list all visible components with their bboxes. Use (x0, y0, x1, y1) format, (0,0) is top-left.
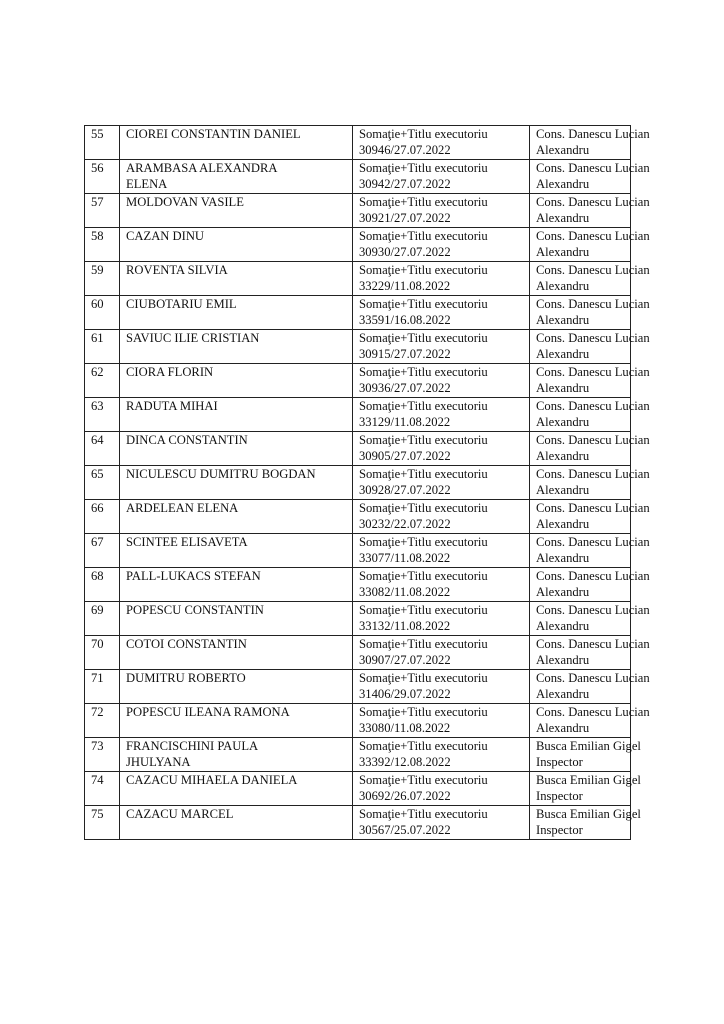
inspector-cell (530, 806, 641, 840)
document-cell-line: 30946/27.07.2022 (359, 142, 451, 157)
document-cell-line: 30921/27.07.2022 (359, 210, 451, 225)
document-cell-line: 30936/27.07.2022 (359, 380, 451, 395)
document-cell-line: Somaţie+Titlu executoriu (359, 739, 488, 753)
document-cell-line: Somaţie+Titlu executoriu (359, 263, 488, 277)
row-number-cell: 71 (85, 670, 120, 704)
document-cell (353, 398, 530, 432)
document-cell-line: Somaţie+Titlu executoriu (359, 467, 488, 481)
row-number-cell: 55 (85, 126, 120, 160)
row-number-cell: 75 (85, 806, 120, 840)
document-cell (353, 704, 530, 738)
document-cell-line: 33082/11.08.2022 (359, 584, 451, 599)
inspector-cell-line: Inspector (536, 788, 583, 803)
records-table (84, 125, 650, 840)
taxpayer-name-cell-line: SCINTEE ELISAVETA (126, 535, 248, 549)
inspector-cell (530, 364, 650, 398)
document-cell-line: Somaţie+Titlu executoriu (359, 127, 488, 141)
table-row (85, 500, 631, 534)
document-cell-line: Somaţie+Titlu executoriu (359, 705, 488, 719)
taxpayer-name-cell (120, 704, 353, 738)
inspector-cell (530, 738, 641, 772)
inspector-cell-line: Cons. Danescu Lucian (536, 161, 650, 175)
inspector-cell-line: Busca Emilian Gigel (536, 807, 641, 821)
taxpayer-name-cell-line: ARDELEAN ELENA (126, 501, 239, 515)
taxpayer-name-cell (120, 568, 353, 602)
inspector-cell-line: Cons. Danescu Lucian (536, 535, 650, 549)
row-number-cell: 56 (85, 160, 120, 194)
inspector-cell-line: Cons. Danescu Lucian (536, 433, 650, 447)
document-cell-line: Somaţie+Titlu executoriu (359, 807, 488, 821)
inspector-cell (530, 432, 650, 466)
taxpayer-name-cell (120, 160, 353, 194)
table-row (85, 126, 631, 160)
inspector-cell-line: Inspector (536, 822, 583, 837)
taxpayer-name-cell (120, 126, 353, 160)
document-cell (353, 296, 530, 330)
table-row (85, 228, 631, 262)
document-cell-line: Somaţie+Titlu executoriu (359, 161, 488, 175)
inspector-cell-line: Cons. Danescu Lucian (536, 569, 650, 583)
inspector-cell-line: Cons. Danescu Lucian (536, 331, 650, 345)
taxpayer-name-cell-line: ROVENTA SILVIA (126, 263, 228, 277)
inspector-cell-line: Cons. Danescu Lucian (536, 297, 650, 311)
document-cell-line: Somaţie+Titlu executoriu (359, 433, 488, 447)
inspector-cell-line: Alexandru (536, 584, 590, 599)
document-cell (353, 262, 530, 296)
document-cell-line: Somaţie+Titlu executoriu (359, 637, 488, 651)
document-cell-line: Somaţie+Titlu executoriu (359, 229, 488, 243)
document-cell (353, 670, 530, 704)
document-cell (353, 466, 530, 500)
row-number-cell: 73 (85, 738, 120, 772)
row-number-cell: 69 (85, 602, 120, 636)
taxpayer-name-cell-line: ELENA (126, 176, 168, 191)
document-cell (353, 194, 530, 228)
document-cell-line: 31406/29.07.2022 (359, 686, 451, 701)
inspector-cell-line: Cons. Danescu Lucian (536, 501, 650, 515)
row-number-cell: 65 (85, 466, 120, 500)
document-cell-line: 33591/16.08.2022 (359, 312, 451, 327)
table-row (85, 772, 631, 806)
inspector-cell-line: Alexandru (536, 278, 590, 293)
table-row (85, 262, 631, 296)
inspector-cell (530, 602, 650, 636)
row-number-cell: 63 (85, 398, 120, 432)
table-row (85, 534, 631, 568)
taxpayer-name-cell (120, 636, 353, 670)
row-number-cell: 57 (85, 194, 120, 228)
document-cell-line: 33129/11.08.2022 (359, 414, 451, 429)
table-row (85, 704, 631, 738)
row-number-cell: 67 (85, 534, 120, 568)
inspector-cell-line: Cons. Danescu Lucian (536, 705, 650, 719)
inspector-cell-line: Alexandru (536, 380, 590, 395)
table-row (85, 466, 631, 500)
table-row (85, 432, 631, 466)
taxpayer-name-cell (120, 772, 353, 806)
document-cell-line: Somaţie+Titlu executoriu (359, 671, 488, 685)
document-cell-line: Somaţie+Titlu executoriu (359, 331, 488, 345)
inspector-cell (530, 160, 650, 194)
inspector-cell (530, 330, 650, 364)
document-cell-line: 30930/27.07.2022 (359, 244, 451, 259)
inspector-cell-line: Cons. Danescu Lucian (536, 671, 650, 685)
document-cell-line: 30567/25.07.2022 (359, 822, 451, 837)
inspector-cell (530, 670, 650, 704)
taxpayer-name-cell-line: NICULESCU DUMITRU BOGDAN (126, 467, 316, 481)
table-row (85, 330, 631, 364)
taxpayer-name-cell-line: POPESCU ILEANA RAMONA (126, 705, 290, 719)
document-cell-line: 30942/27.07.2022 (359, 176, 451, 191)
document-cell-line: Somaţie+Titlu executoriu (359, 773, 488, 787)
document-cell-line: 30905/27.07.2022 (359, 448, 451, 463)
table-row (85, 568, 631, 602)
document-cell-line: 30692/26.07.2022 (359, 788, 451, 803)
taxpayer-name-cell-line: CAZAN DINU (126, 229, 205, 243)
document-cell (353, 432, 530, 466)
inspector-cell-line: Cons. Danescu Lucian (536, 467, 650, 481)
inspector-cell-line: Alexandru (536, 346, 590, 361)
taxpayer-name-cell-line: COTOI CONSTANTIN (126, 637, 247, 651)
inspector-cell-line: Cons. Danescu Lucian (536, 195, 650, 209)
inspector-cell (530, 772, 641, 806)
taxpayer-name-cell-line: DUMITRU ROBERTO (126, 671, 246, 685)
inspector-cell-line: Alexandru (536, 618, 590, 633)
document-cell-line: Somaţie+Titlu executoriu (359, 365, 488, 379)
taxpayer-name-cell-line: CIUBOTARIU EMIL (126, 297, 237, 311)
table-row (85, 364, 631, 398)
inspector-cell-line: Cons. Danescu Lucian (536, 399, 650, 413)
inspector-cell-line: Alexandru (536, 686, 590, 701)
inspector-cell (530, 466, 650, 500)
taxpayer-name-cell (120, 670, 353, 704)
document-cell (353, 738, 530, 772)
inspector-cell-line: Alexandru (536, 516, 590, 531)
inspector-cell-line: Cons. Danescu Lucian (536, 637, 650, 651)
table-row (85, 738, 631, 772)
document-cell (353, 772, 530, 806)
inspector-cell (530, 500, 650, 534)
inspector-cell (530, 126, 650, 160)
table-row (85, 296, 631, 330)
document-cell (353, 602, 530, 636)
row-number-cell: 62 (85, 364, 120, 398)
inspector-cell (530, 568, 650, 602)
document-cell-line: 33392/12.08.2022 (359, 754, 451, 769)
table-row (85, 806, 631, 840)
document-cell (353, 636, 530, 670)
inspector-cell-line: Alexandru (536, 142, 590, 157)
inspector-cell (530, 262, 650, 296)
table-row (85, 160, 631, 194)
inspector-cell-line: Busca Emilian Gigel (536, 739, 641, 753)
document-cell-line: 30915/27.07.2022 (359, 346, 451, 361)
document-cell (353, 364, 530, 398)
taxpayer-name-cell-line: PALL-LUKACS STEFAN (126, 569, 261, 583)
inspector-cell-line: Cons. Danescu Lucian (536, 263, 650, 277)
inspector-cell (530, 194, 650, 228)
inspector-cell-line: Inspector (536, 754, 583, 769)
taxpayer-name-cell-line: JHULYANA (126, 754, 191, 769)
row-number-cell: 74 (85, 772, 120, 806)
document-cell-line: Somaţie+Titlu executoriu (359, 297, 488, 311)
row-number-cell: 66 (85, 500, 120, 534)
table-row (85, 636, 631, 670)
inspector-cell-line: Busca Emilian Gigel (536, 773, 641, 787)
inspector-cell-line: Alexandru (536, 550, 590, 565)
row-number-cell: 60 (85, 296, 120, 330)
taxpayer-name-cell-line: DINCA CONSTANTIN (126, 433, 248, 447)
row-number-cell: 72 (85, 704, 120, 738)
taxpayer-name-cell (120, 500, 353, 534)
table-row (85, 670, 631, 704)
document-cell (353, 330, 530, 364)
inspector-cell-line: Alexandru (536, 448, 590, 463)
document-cell-line: 30928/27.07.2022 (359, 482, 451, 497)
inspector-cell-line: Cons. Danescu Lucian (536, 127, 650, 141)
taxpayer-name-cell-line: MOLDOVAN VASILE (126, 195, 244, 209)
taxpayer-name-cell (120, 262, 353, 296)
taxpayer-name-cell (120, 398, 353, 432)
inspector-cell-line: Cons. Danescu Lucian (536, 229, 650, 243)
inspector-cell (530, 228, 650, 262)
taxpayer-name-cell-line: RADUTA MIHAI (126, 399, 218, 413)
taxpayer-name-cell (120, 194, 353, 228)
document-cell (353, 806, 530, 840)
document-cell-line: 33229/11.08.2022 (359, 278, 451, 293)
row-number-cell: 61 (85, 330, 120, 364)
document-cell (353, 126, 530, 160)
inspector-cell-line: Alexandru (536, 176, 590, 191)
inspector-cell (530, 398, 650, 432)
inspector-cell-line: Alexandru (536, 720, 590, 735)
table-row (85, 398, 631, 432)
document-cell-line: Somaţie+Titlu executoriu (359, 535, 488, 549)
document-cell-line: Somaţie+Titlu executoriu (359, 195, 488, 209)
taxpayer-name-cell (120, 296, 353, 330)
inspector-cell-line: Alexandru (536, 482, 590, 497)
taxpayer-name-cell-line: CIORA FLORIN (126, 365, 214, 379)
row-number-cell: 64 (85, 432, 120, 466)
row-number-cell: 59 (85, 262, 120, 296)
taxpayer-name-cell (120, 602, 353, 636)
inspector-cell-line: Cons. Danescu Lucian (536, 365, 650, 379)
document-cell (353, 500, 530, 534)
taxpayer-name-cell-line: ARAMBASA ALEXANDRA (126, 161, 278, 175)
taxpayer-name-cell-line: CIOREI CONSTANTIN DANIEL (126, 127, 301, 141)
row-number-cell: 68 (85, 568, 120, 602)
table-row (85, 194, 631, 228)
document-cell-line: 33080/11.08.2022 (359, 720, 451, 735)
taxpayer-name-cell (120, 466, 353, 500)
inspector-cell-line: Alexandru (536, 244, 590, 259)
taxpayer-name-cell (120, 534, 353, 568)
inspector-cell-line: Cons. Danescu Lucian (536, 603, 650, 617)
document-cell-line: Somaţie+Titlu executoriu (359, 399, 488, 413)
document-cell (353, 534, 530, 568)
row-number-cell: 70 (85, 636, 120, 670)
document-cell-line: Somaţie+Titlu executoriu (359, 501, 488, 515)
document-cell-line: Somaţie+Titlu executoriu (359, 569, 488, 583)
inspector-cell-line: Alexandru (536, 652, 590, 667)
document-cell (353, 568, 530, 602)
document-cell-line: 30232/22.07.2022 (359, 516, 451, 531)
inspector-cell (530, 704, 650, 738)
document-cell-line: 33077/11.08.2022 (359, 550, 451, 565)
taxpayer-name-cell (120, 330, 353, 364)
inspector-cell-line: Alexandru (536, 312, 590, 327)
inspector-cell-line: Alexandru (536, 414, 590, 429)
taxpayer-name-cell (120, 738, 353, 772)
row-number-cell: 58 (85, 228, 120, 262)
inspector-cell (530, 636, 650, 670)
taxpayer-name-cell-line: SAVIUC ILIE CRISTIAN (126, 331, 260, 345)
inspector-cell (530, 534, 650, 568)
document-cell-line: 33132/11.08.2022 (359, 618, 451, 633)
document-cell (353, 228, 530, 262)
records-table-body (85, 126, 650, 840)
taxpayer-name-cell-line: CAZACU MIHAELA DANIELA (126, 773, 298, 787)
taxpayer-name-cell-line: POPESCU CONSTANTIN (126, 603, 264, 617)
inspector-cell-line: Alexandru (536, 210, 590, 225)
taxpayer-name-cell (120, 432, 353, 466)
document-cell (353, 160, 530, 194)
taxpayer-name-cell (120, 228, 353, 262)
taxpayer-name-cell (120, 364, 353, 398)
document-cell-line: 30907/27.07.2022 (359, 652, 451, 667)
inspector-cell (530, 296, 650, 330)
taxpayer-name-cell-line: FRANCISCHINI PAULA (126, 739, 259, 753)
table-row (85, 602, 631, 636)
taxpayer-name-cell-line: CAZACU MARCEL (126, 807, 234, 821)
taxpayer-name-cell (120, 806, 353, 840)
document-cell-line: Somaţie+Titlu executoriu (359, 603, 488, 617)
